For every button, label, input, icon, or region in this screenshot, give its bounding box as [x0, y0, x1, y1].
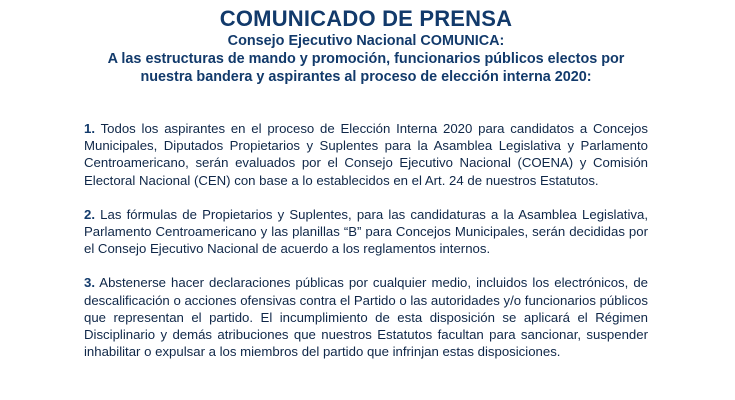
directive-text: Todos los aspirantes en el proceso de Elección Interna 2020 para candidatos a Concejos Municipales, Diputados Propietarios y Suplentes para la Asamblea Legislativa y Parlamento Centroamericano, serán evaluados por el Consejo Ejecutivo Nacional (COENA) y Comisión Electoral Nacional (CEN) con base a lo establecidos en el Art. 24 de nuestros Estatutos. [84, 121, 648, 188]
directive-item-1 [84, 120, 648, 189]
directive-number: 1. [84, 121, 95, 136]
directive-item-3 [84, 274, 648, 360]
directive-number: 3. [84, 275, 95, 291]
audience-line-2: nuestra bandera y aspirantes al proceso de elección interna 2020: [140, 69, 592, 85]
directive-text: Las fórmulas de Propietarios y Suplentes, para las candidaturas a la Asamblea Legislativa, Parlamento Centroamericano y las planillas “B” para Concejos Municipales, serán decididas por el Consejo Ejecutivo Nacional de acuerdo a los reglamentos internos. [84, 206, 648, 257]
directive-text: Abstenerse hacer declaraciones públicas por cualquier medio, incluidos los electrónicos, de descalificación o acciones ofensivas contra el Partido o las autoridades y/o funcionarios públicos que representan el partido. El incumplimiento de esta disposición se aplicará el Régimen Disciplinario y demás atribuciones que nuestros Estatutos facultan para sancionar, suspender inhabilitar o expulsar a los miembros del partido que infrinjan estas disposiciones. [84, 275, 649, 360]
issuer-line: Consejo Ejecutivo Nacional COMUNICA: [227, 33, 505, 49]
directive-list [84, 120, 648, 360]
audience-line-1: A las estructuras de mando y promoción, funcionarios públicos electos por [107, 51, 625, 67]
directive-number: 2. [84, 206, 95, 222]
directive-item-2 [84, 206, 648, 258]
page-title: COMUNICADO DE PRENSA [219, 6, 513, 31]
